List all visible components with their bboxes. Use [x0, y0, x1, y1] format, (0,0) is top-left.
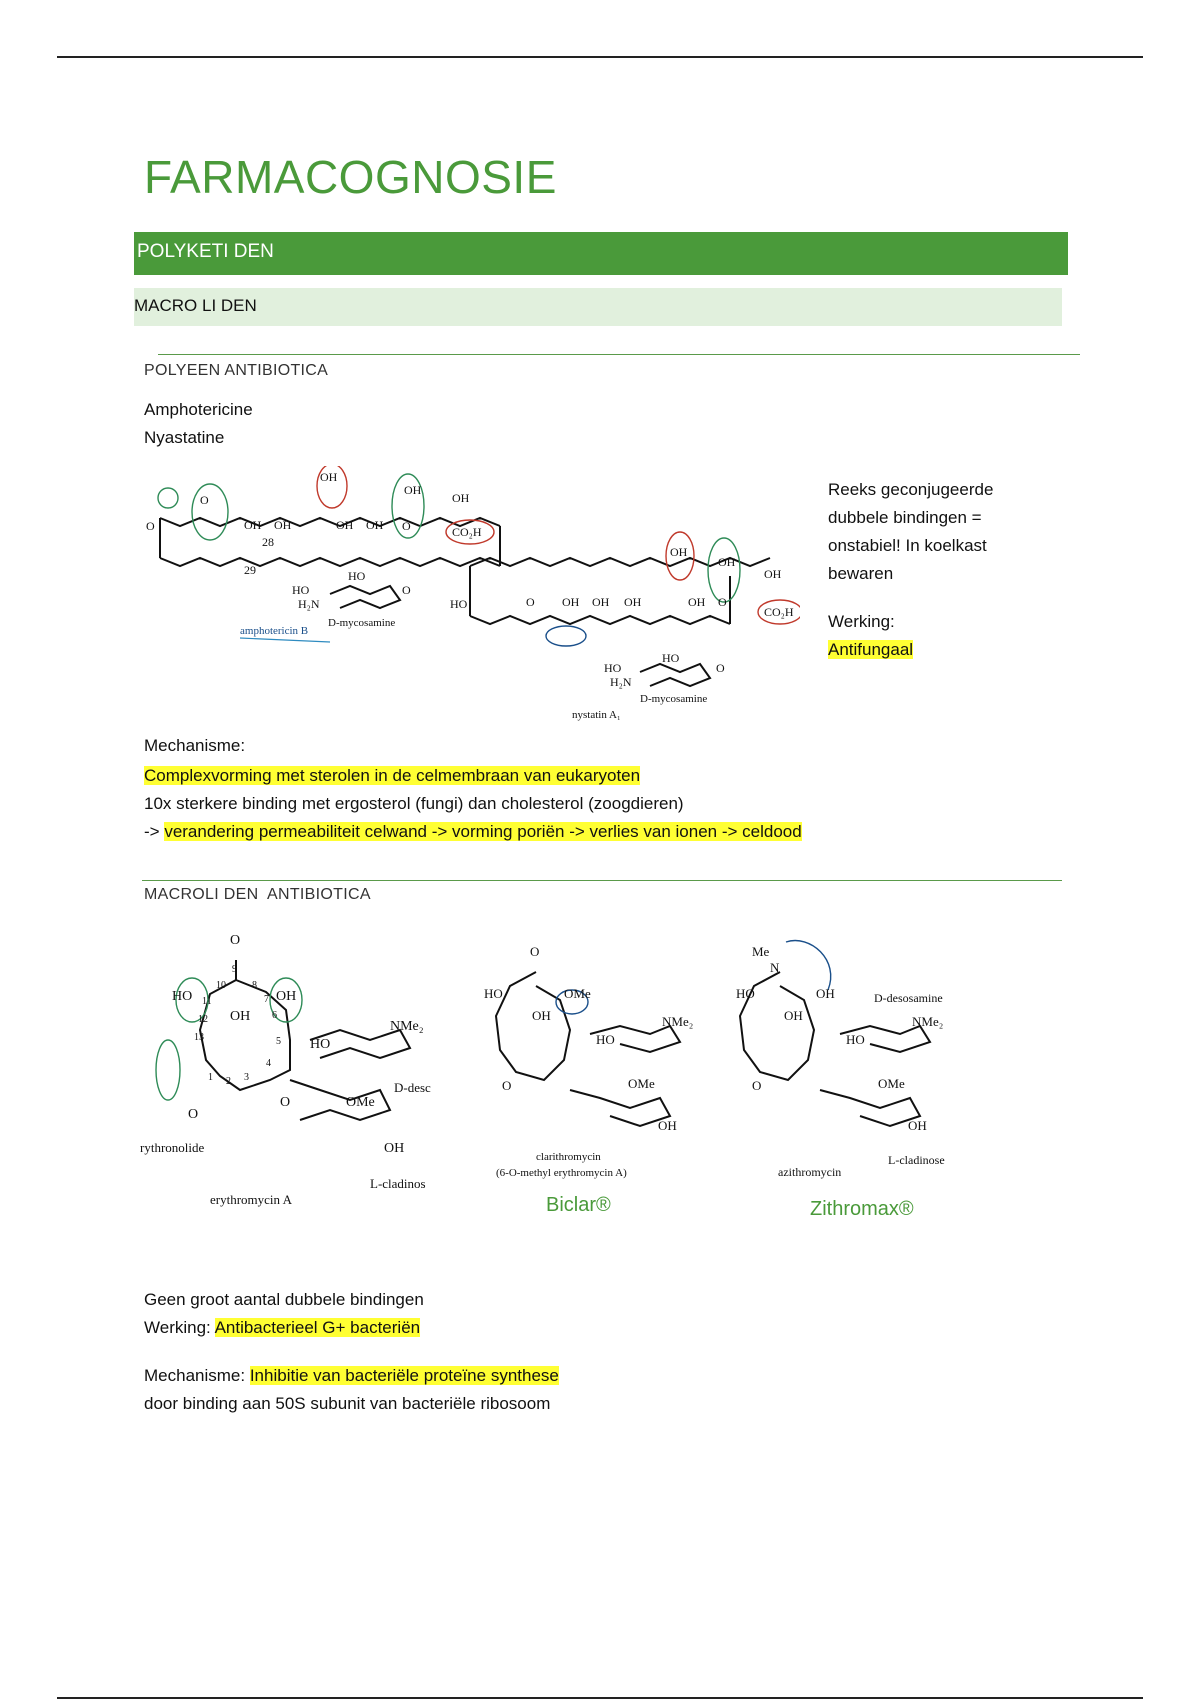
ampho-label-9: O — [200, 493, 209, 507]
polyene-note-1: Reeks geconjugeerde — [828, 480, 994, 499]
page-title: FARMACOGNOSIE — [144, 151, 557, 203]
ampho-label-11: 28 — [262, 535, 274, 549]
ery-label-16: 7 — [264, 994, 269, 1005]
macrolide-mechanism — [144, 1362, 559, 1390]
nys-label-9: O — [526, 595, 535, 609]
ery-label-12: 11 — [202, 996, 212, 1007]
ery-label-20: 3 — [244, 1072, 249, 1083]
bottom-rule — [57, 1697, 1143, 1699]
macrolide-werking-label: Werking: — [144, 1318, 215, 1337]
azithromycin-structure — [740, 941, 930, 1126]
ampho-label-4: OH — [366, 518, 384, 532]
polyene-structures — [140, 466, 800, 726]
ery-label-13: 12 — [198, 1014, 208, 1025]
top-rule — [57, 56, 1143, 58]
nys-label-1: OH — [562, 595, 580, 609]
macrolide-rule — [142, 880, 1062, 881]
nys-label-0: OH — [670, 545, 688, 559]
polyene-mechanism-highlight-3: verandering permeabiliteit celwand -> vorming poriën -> verlies van ionen -> celdood — [164, 822, 802, 841]
ery-label-15: 8 — [252, 980, 257, 991]
nys-label-7: CO₂H — [764, 605, 794, 619]
amphotericin-structure — [158, 466, 500, 642]
polyene-mechanism-line-3 — [144, 818, 802, 846]
clari-label-6: O — [502, 1078, 512, 1093]
nys-label-13: HO — [662, 651, 680, 665]
ampho-label-3: OH — [336, 518, 354, 532]
ery-label-1: HO — [172, 989, 193, 1004]
ery-label-7: O — [280, 1095, 291, 1110]
azithromycin-brand: Zithromax® — [810, 1198, 914, 1220]
polyene-mechanism-line-1 — [144, 762, 640, 790]
nys-label-2: OH — [592, 595, 610, 609]
ampho-label-1: OH — [244, 518, 262, 532]
clari-label-3: OMe — [564, 986, 591, 1001]
ery-label-21: 2 — [226, 1076, 231, 1087]
clari-label-4: NMe₂ — [662, 1014, 694, 1029]
macrolide-mechanism-label: Mechanisme: — [144, 1366, 250, 1385]
ampho-label-16: O — [402, 583, 411, 597]
polyene-werking-label: Werking: — [828, 612, 895, 631]
ampho-label-2: OH — [274, 518, 292, 532]
nys-label-5: OH — [718, 555, 736, 569]
ampho-label-14: H₂N — [298, 597, 320, 611]
ery-label-22: 1 — [208, 1072, 213, 1083]
clari-name: clarithromycin — [536, 1151, 601, 1163]
polyene-mechanism-arrow: -> — [144, 822, 165, 841]
ery-sugar-1: D-desc — [394, 1080, 431, 1095]
ery-label-0: O — [230, 933, 241, 948]
macrolide-line-1: Geen groot aantal dubbele bindingen — [144, 1290, 424, 1309]
ery-sugar-2: L-cladinos — [370, 1176, 426, 1191]
ery-label-14: 13 — [194, 1032, 204, 1043]
ery-label-4: NMe₂ — [390, 1019, 424, 1034]
azi-name: azithromycin — [778, 1165, 842, 1179]
azi-label-4: OH — [816, 986, 835, 1001]
nys-label-11: HO — [604, 661, 622, 675]
nys-label-3: OH — [624, 595, 642, 609]
nys-label-8: HO — [450, 597, 468, 611]
clari-label-8: OH — [658, 1118, 677, 1133]
macrolide-mechanism-line-2: door binding aan 50S subunit van bacteriële ribosoom — [144, 1394, 551, 1413]
ery-label-18: 5 — [276, 1036, 281, 1047]
macrolide-structures — [140, 930, 970, 1220]
macrolide-werking-highlight: Antibacterieel G+ bacteriën — [214, 1318, 421, 1337]
ery-name: erythromycin A — [210, 1192, 292, 1207]
ampho-name: amphotericin B — [240, 625, 309, 637]
nys-label-12: H₂N — [610, 675, 632, 689]
ampho-label-10: O — [402, 519, 411, 533]
nys-label-14: O — [716, 661, 725, 675]
polyene-werking-value — [828, 636, 913, 664]
ery-label-11: 10 — [216, 980, 226, 991]
polyene-note-3: onstabiel! In koelkast — [828, 536, 987, 555]
polyene-drug-2: Nyastatine — [144, 428, 225, 447]
ampho-label-8: O — [146, 519, 155, 533]
ampho-label-0: OH — [320, 470, 338, 484]
clarithromycin-brand: Biclar® — [546, 1194, 611, 1216]
nys-label-6: OH — [764, 567, 782, 581]
ery-aglycone: rythronolide — [140, 1140, 205, 1155]
nys-label-10: O — [718, 595, 727, 609]
subsection-heading-band — [134, 288, 1062, 326]
clari-label-7: OMe — [628, 1076, 655, 1091]
polyene-mechanism-label: Mechanisme: — [144, 736, 246, 755]
macrolide-heading: MACROLI DEN ANTIBIOTICA — [144, 886, 371, 903]
azi-label-6: HO — [846, 1032, 865, 1047]
section-heading-band — [134, 232, 1068, 275]
ampho-label-5: OH — [404, 483, 422, 497]
polyene-mechanism-highlight-1: Complexvorming met sterolen in de celmembraan van eukaryoten — [144, 766, 641, 785]
polyene-drug-1: Amphotericine — [144, 400, 253, 419]
azi-label-1: N — [770, 960, 780, 975]
polyene-note-4: bewaren — [828, 564, 894, 583]
polyene-werking-highlight: Antifungaal — [828, 640, 914, 659]
ery-label-3: OH — [276, 989, 297, 1004]
nys-name: nystatin A₁ — [572, 709, 621, 721]
ery-label-17: 6 — [272, 1010, 277, 1021]
ery-label-9: OH — [384, 1141, 405, 1156]
azi-label-9: OH — [908, 1118, 927, 1133]
clari-label-2: OH — [532, 1008, 551, 1023]
section-heading: POLYKETI DEN — [137, 241, 274, 262]
ery-label-2: OH — [230, 1009, 251, 1024]
polyene-heading: POLYEEN ANTIBIOTICA — [144, 362, 329, 379]
clari-label-1: HO — [484, 986, 503, 1001]
clari-name-2: (6-O-methyl erythromycin A) — [496, 1167, 627, 1179]
nys-sugar: D-mycosamine — [640, 693, 708, 705]
azi-label-5: NMe₂ — [912, 1014, 944, 1029]
clari-label-0: O — [530, 944, 540, 959]
subsection-heading: MACRO LI DEN — [134, 296, 257, 315]
ampho-label-15: HO — [348, 569, 366, 583]
ampho-label-13: HO — [292, 583, 310, 597]
azi-label-8: OMe — [878, 1076, 905, 1091]
azi-label-0: Me — [752, 944, 770, 959]
azi-sugar-2: L-cladinose — [888, 1153, 945, 1167]
polyene-mechanism-line-2: 10x sterkere binding met ergosterol (fungi) dan cholesterol (zoogdieren) — [144, 794, 684, 813]
nys-label-4: OH — [688, 595, 706, 609]
polyene-note-2: dubbele bindingen = — [828, 508, 982, 527]
ery-label-19: 4 — [266, 1058, 271, 1069]
ampho-label-6: OH — [452, 491, 470, 505]
clari-label-5: HO — [596, 1032, 615, 1047]
macrolide-werking — [144, 1314, 420, 1342]
macrolide-mechanism-highlight: Inhibitie van bacteriële proteïne synthese — [249, 1366, 559, 1385]
nystatin-structure — [470, 532, 800, 686]
ery-label-5: HO — [310, 1037, 331, 1052]
ery-label-6: O — [188, 1107, 199, 1122]
azi-sugar-1: D-desosamine — [874, 991, 943, 1005]
ery-label-8: OMe — [346, 1095, 375, 1110]
azi-label-7: O — [752, 1078, 762, 1093]
polyene-rule — [158, 354, 1080, 355]
ampho-label-7: CO₂H — [452, 525, 482, 539]
ampho-label-12: 29 — [244, 563, 256, 577]
azi-label-2: HO — [736, 986, 755, 1001]
ampho-sugar: D-mycosamine — [328, 617, 396, 629]
ery-label-10: 9 — [232, 964, 237, 975]
azi-label-3: OH — [784, 1008, 803, 1023]
